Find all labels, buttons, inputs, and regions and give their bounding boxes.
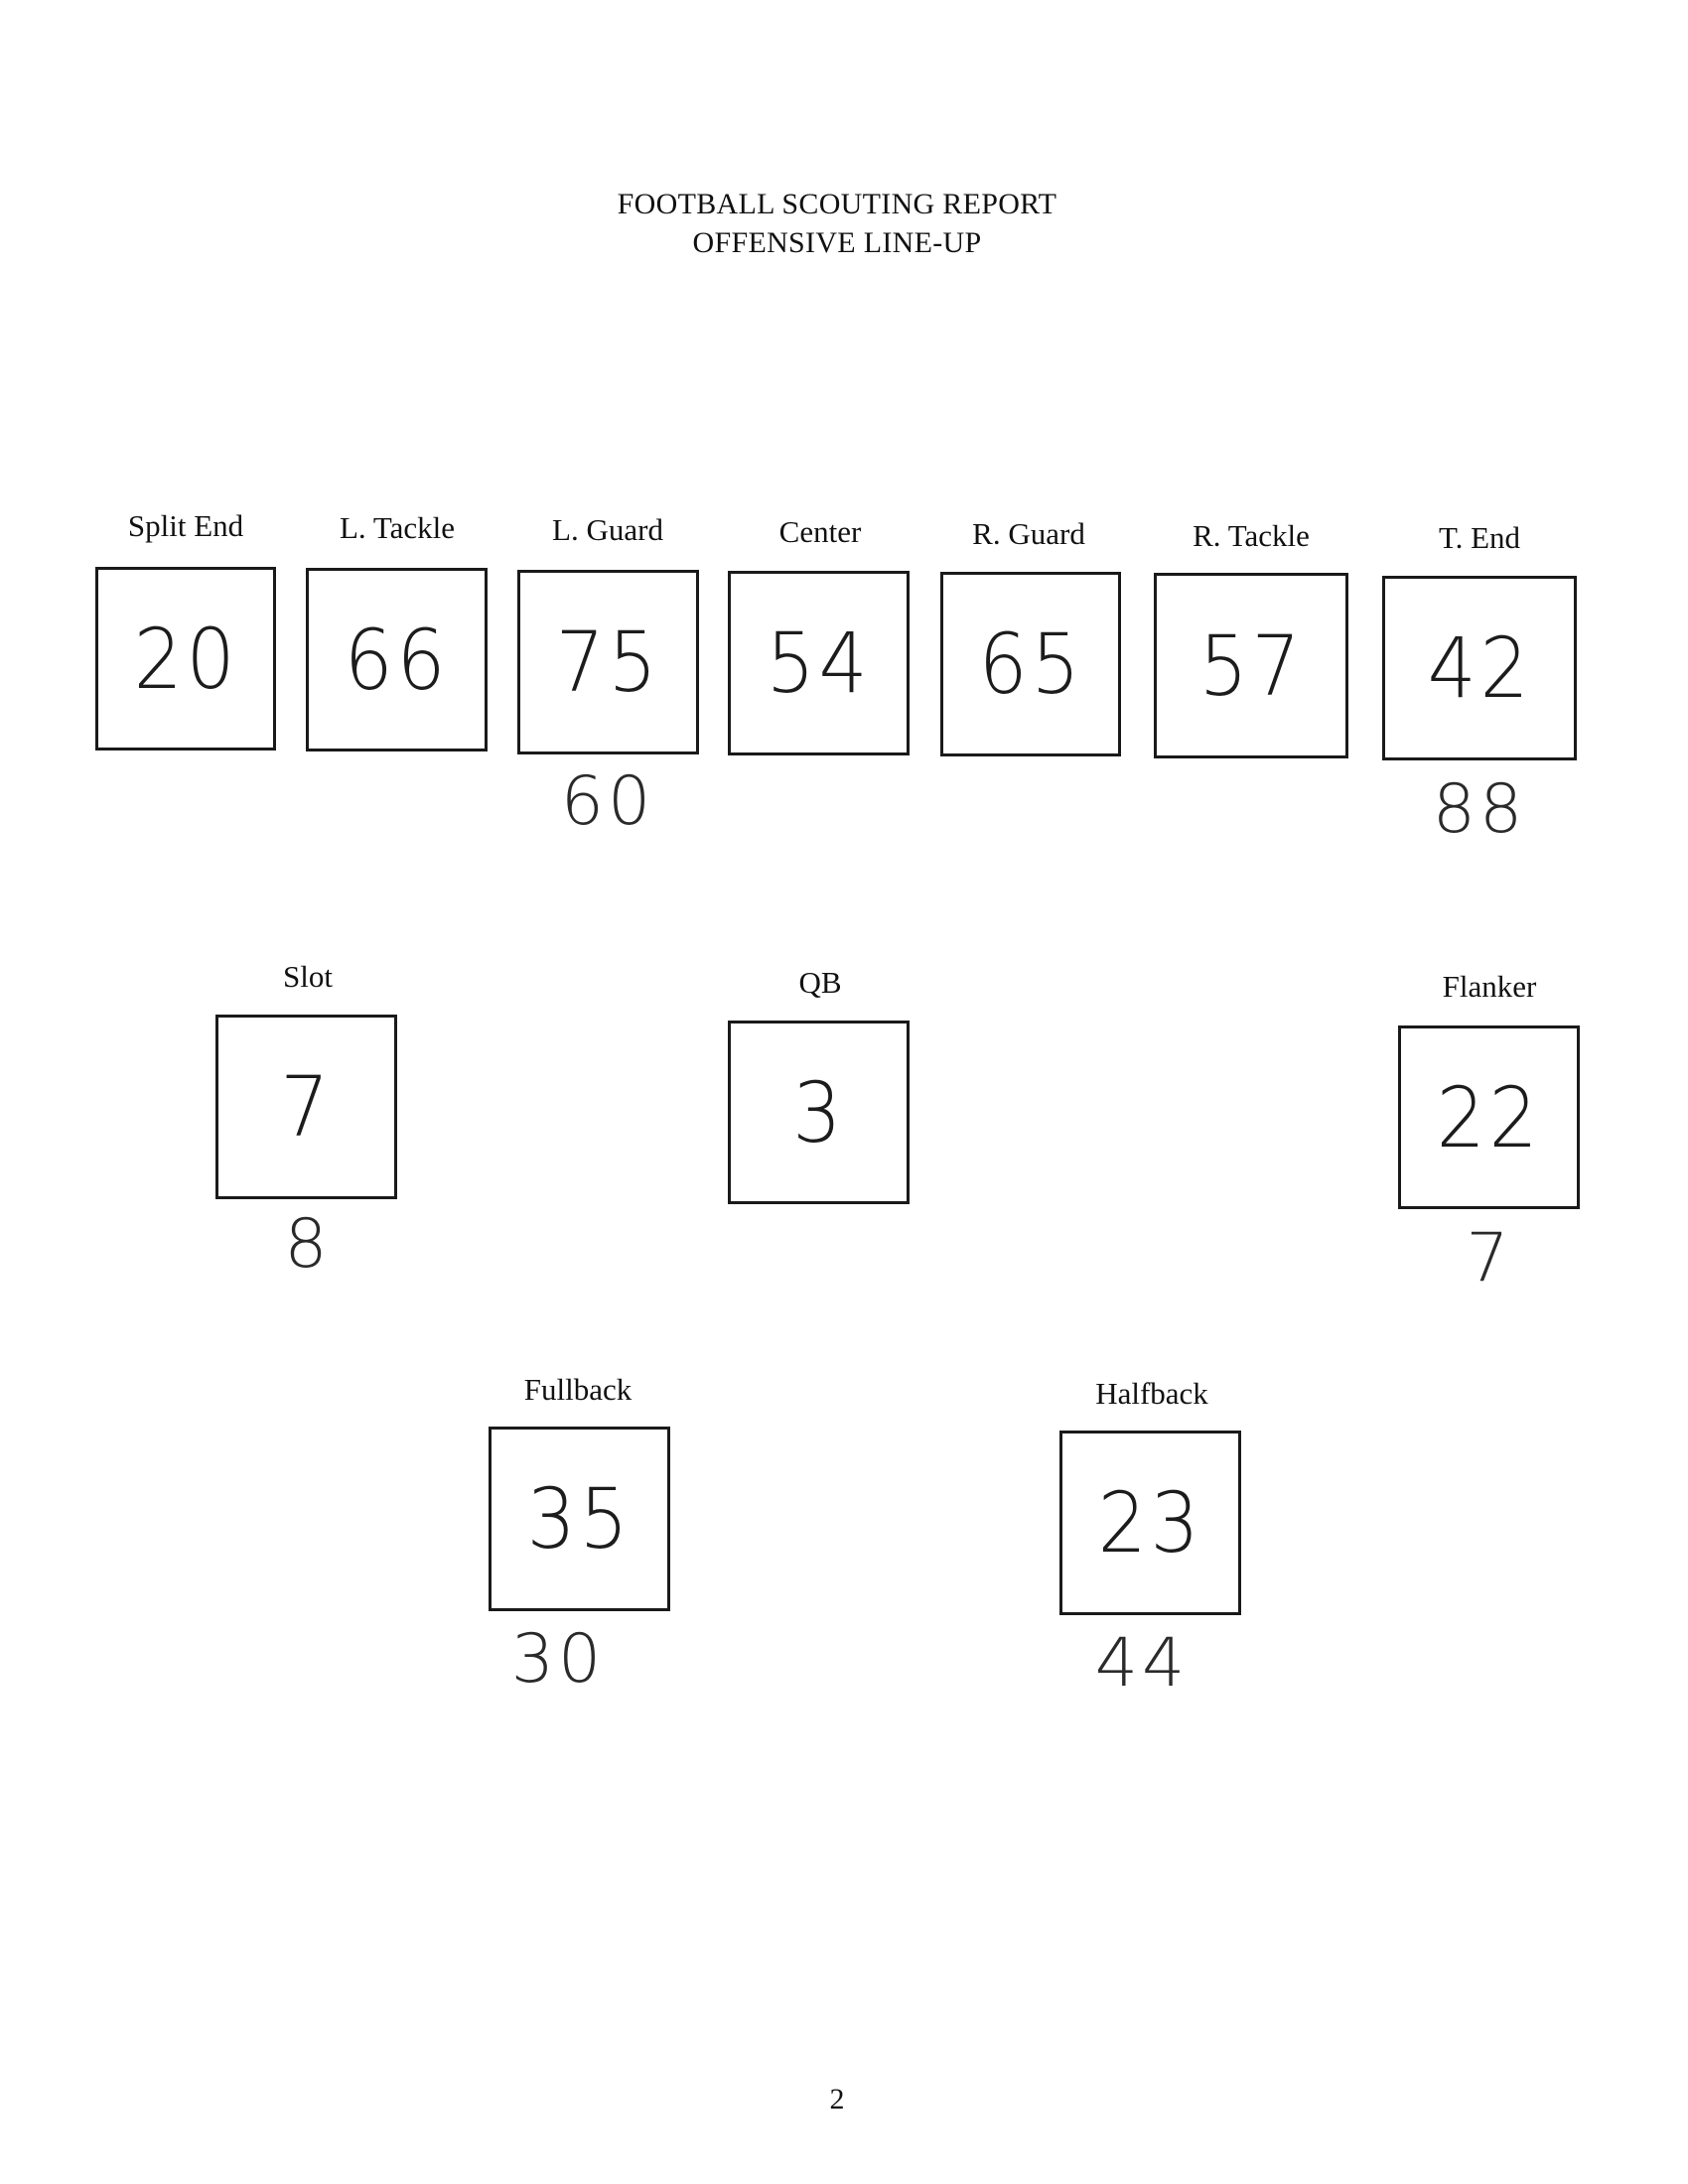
position-label: QB — [798, 965, 842, 1000]
starter-number: 42 — [1427, 619, 1532, 717]
player-number-box — [1398, 1025, 1580, 1209]
position-label: L. Guard — [552, 512, 663, 547]
player-number-box — [1382, 576, 1577, 760]
report-title: FOOTBALL SCOUTING REPORT — [617, 188, 1057, 220]
position-label: Slot — [283, 959, 333, 994]
position-label: T. End — [1438, 520, 1521, 555]
position-label: R. Guard — [972, 516, 1085, 551]
player-number-box — [1059, 1431, 1241, 1615]
backup-number: 44 — [1094, 1624, 1190, 1703]
starter-number: 3 — [792, 1063, 845, 1161]
backup-number: 30 — [510, 1620, 606, 1699]
starter-number: 57 — [1198, 616, 1304, 715]
player-number-box — [489, 1427, 670, 1611]
position-label: Split End — [127, 508, 244, 543]
backup-number: 60 — [560, 762, 655, 841]
starter-number: 22 — [1436, 1068, 1542, 1166]
backup-number: 7 — [1466, 1219, 1513, 1297]
backup-number: 8 — [284, 1205, 332, 1284]
starter-number: 54 — [766, 614, 872, 712]
player-number-box — [1154, 573, 1348, 758]
player-number-box — [940, 572, 1121, 756]
report-subtitle: OFFENSIVE LINE-UP — [692, 226, 982, 259]
starter-number: 7 — [280, 1058, 333, 1156]
position-label: L. Tackle — [339, 510, 456, 545]
player-number-box — [95, 567, 276, 751]
position-label: R. Tackle — [1193, 518, 1310, 553]
report-header — [0, 185, 1674, 262]
starter-number: 23 — [1097, 1474, 1203, 1571]
position-label: Flanker — [1442, 969, 1537, 1004]
starter-number: 65 — [978, 615, 1083, 713]
position-label: Halfback — [1095, 1376, 1208, 1411]
starter-number: 35 — [526, 1470, 633, 1568]
starter-number: 75 — [555, 614, 661, 711]
position-label: Center — [778, 514, 862, 549]
player-number-box — [728, 571, 910, 755]
position-label: Fullback — [523, 1372, 633, 1407]
starter-number: 20 — [133, 610, 238, 708]
player-number-box — [728, 1021, 910, 1204]
player-number-box — [517, 570, 699, 754]
page-number: 2 — [829, 2083, 845, 2116]
player-number-box — [215, 1015, 397, 1199]
player-number-box — [306, 568, 488, 751]
starter-number: 66 — [344, 611, 450, 709]
backup-number: 88 — [1432, 770, 1527, 849]
